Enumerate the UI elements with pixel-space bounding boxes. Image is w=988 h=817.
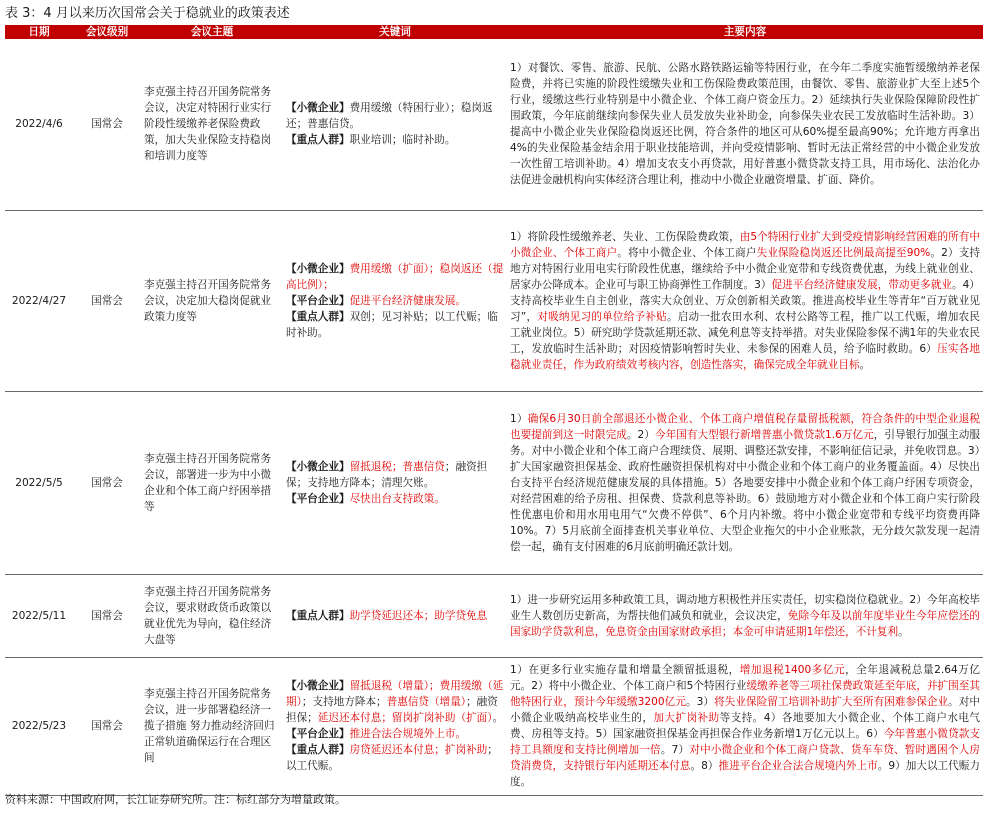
keywords-cell <box>283 210 507 391</box>
content-text: 1） <box>510 412 528 425</box>
content-highlight-text: 增加退税1400多亿元 <box>739 664 846 676</box>
keyword-category-label: 【小微企业】 <box>286 262 350 275</box>
keyword-line <box>286 491 504 507</box>
content-highlight-text: 今年国有大型银行新增普惠小微贷款1.6万亿元 <box>654 428 874 441</box>
content-text: 。4）支持高校毕业生自主创业，落实大众创业、万众创新相关政策。推进高校毕业生等青年“百万就业见习”， <box>510 278 980 323</box>
main-content-cell <box>507 657 983 795</box>
keyword-text: 促进平台经济健康发展。 <box>349 294 467 307</box>
keyword-line <box>286 726 504 742</box>
keyword-category-label: 【小微企业】 <box>286 680 350 692</box>
keyword-category-label: 【重点人群】 <box>286 134 350 147</box>
content-highlight-text: 对吸纳见习的单位给予补贴 <box>537 310 667 323</box>
keyword-line <box>286 261 504 293</box>
content-highlight-text: 压实各地稳就业责任，作为政府绩效考核内容，创造性落实，确保完成全年就业目标 <box>510 342 980 371</box>
content-highlight-text: 将失业保险留工培训补助扩大至所有困难参保企业 <box>714 696 949 708</box>
keyword-line <box>286 678 504 726</box>
content-text: 。启动一批农田水利、农村公路等工程，推广以工代赈，增加农民工就业岗位。5）研究助学贷款延期还款、减免利息等支持举措。对失业保险参保不满1年的失业农民工，发放临时生活补助；对因疫情影响暂时失业、未参保的困难人员，给予临时救助。6） <box>510 310 981 355</box>
keyword-line <box>286 309 504 341</box>
table-row <box>5 39 983 210</box>
date-cell: 2022/4/6 <box>5 39 73 210</box>
meeting-topic-cell: 李克强主持召开国务院常务会议，进一步部署稳经济一揽子措施 努力推动经济回归正常轨道确保运行在合理区间 <box>141 657 283 795</box>
meeting-topic-cell: 李克强主持召开国务院常务会议，部署进一步为中小微企业和个体工商户纾困举措等 <box>141 391 283 574</box>
table-row <box>5 657 983 795</box>
meeting-level-cell: 国常会 <box>73 391 141 574</box>
keyword-text: 费用缓缴（特困行业）；稳岗返还；普惠信贷。 <box>286 102 493 131</box>
table-row <box>5 210 983 391</box>
content-text: 。7） <box>660 744 690 756</box>
content-text: 。 <box>859 358 871 371</box>
meeting-level-cell: 国常会 <box>73 574 141 657</box>
header-meeting-topic: 会议主题 <box>141 25 283 39</box>
content-text: 。3） <box>685 696 715 708</box>
keyword-category-label: 【重点人群】 <box>286 310 350 323</box>
content-text: 。2）支持地方对特困行业用电实行阶段性优惠，继续给予中小微企业宽带和专线资费优惠，为线上就业创业、居家办公降成本。企业可与职工协商弹性工作制度。3） <box>510 246 981 291</box>
keyword-category-label: 【平台企业】 <box>286 728 350 740</box>
header-meeting-level: 会议级别 <box>73 25 141 39</box>
meeting-level-cell: 国常会 <box>73 657 141 795</box>
content-highlight-text: 免除今年及以前年度毕业生今年应偿还的国家助学贷款利息，免息资金由国家财政承担；本金可申请延期1年偿还，不计复利 <box>510 609 980 638</box>
keyword-text: 延迟还本付息；留岗扩岗补助（扩面） <box>317 712 493 724</box>
keyword-category-label: 【平台企业】 <box>286 294 350 307</box>
meeting-level-cell: 国常会 <box>73 39 141 210</box>
content-highlight-text: 确保6月30日前全部退还小微企业、个体工商户增值税存量留抵税额，符合条件的中型企业退税也要提前到这一时限完成 <box>510 412 980 441</box>
main-content-cell <box>507 574 983 657</box>
content-text: 。对中小微企业吸纳高校毕业生的， <box>510 696 980 724</box>
header-main-content: 主要内容 <box>507 25 983 39</box>
keyword-category-label: 【平台企业】 <box>286 492 350 505</box>
table-header-row <box>5 25 983 39</box>
meeting-topic-cell: 李克强主持召开国务院常务会议，决定加大稳岗促就业政策力度等 <box>141 210 283 391</box>
keyword-text: 双创；见习补贴；以工代赈；临时补助。 <box>286 310 498 339</box>
content-text: 等支持。4）各地要加大小微企业、个体工商户水电气费、房租等支持。5）国家融资担保基金再担保合作业务新增1万亿元以上。6） <box>510 712 981 740</box>
content-text: 1）在更多行业实施存量和增量全额留抵退税， <box>510 664 740 676</box>
keyword-text: 职业培训；临时补助。 <box>349 134 456 147</box>
table-body <box>5 39 983 795</box>
main-content-cell <box>507 391 983 574</box>
keyword-line <box>286 608 504 624</box>
content-text: 。 <box>898 625 909 638</box>
date-cell: 2022/5/23 <box>5 657 73 795</box>
content-text: 1）对餐饮、零售、旅游、民航、公路水路铁路运输等特困行业，在今年二季度实施暂缓缴纳养老保险费，并将已实施的阶段性缓缴失业和工伤保险费政策范围，由餐饮、零售、旅游业扩大至上述5个行业，缓缴这些行业特别是中小微企业、个体工商户资金压力。2）延续执行失业保险保障阶段性扩围政策，今年底前继续向参保失业人员发放失业补助金，向参保失业农民工发放临时生活补助。3）提高中小微企业失业保险稳岗返还比例，符合条件的地区可从60%提至最高90%；允许地方再拿出4%的失业保险基金结余用于职业技能培训，并向受疫情影响、暂时无法正常经营的中小微企业发放一次性留工培训补助。4）增加支农支小再贷款，用好普惠小微贷款支持工具，用市场化、法治化办法促进金融机构向实体经济合理让利，推动中小微企业融资增量、扩面、降价。 <box>510 62 980 187</box>
keyword-text: 留抵退税（增量）；费用缓缴（延期） <box>286 680 504 708</box>
content-text: 。8） <box>690 760 719 772</box>
date-cell: 2022/5/11 <box>5 574 73 657</box>
keyword-text: ；融资担保； <box>286 696 498 724</box>
keyword-category-label: 【小微企业】 <box>286 460 350 473</box>
content-text: 1）进一步研究运用多种政策工具，调动地方积极性并压实责任，切实稳岗位稳就业。2）今年高校毕业生人数创历史新高，为帮扶他们减负和就业，会议决定， <box>510 593 980 622</box>
keywords-cell <box>283 574 507 657</box>
content-text: 。2） <box>626 428 655 441</box>
keyword-text: 推进合法合规境外上市。 <box>349 728 467 740</box>
content-highlight-text: 加大扩岗补助 <box>653 712 720 724</box>
header-date: 日期 <box>5 25 73 39</box>
keyword-text: 房贷延迟还本付息；扩岗补助 <box>349 744 488 756</box>
content-text: 。9）加大以工代赈力度。 <box>510 760 981 788</box>
keyword-text: 尽快出台支持政策。 <box>349 492 445 505</box>
content-highlight-text: 失业保险稳岗返还比例最高提至90% <box>756 246 931 259</box>
keyword-line <box>286 459 504 491</box>
table-title: 表 3：4 月以来历次国常会关于稳就业的政策表述 <box>5 6 290 21</box>
main-content-cell <box>507 39 983 210</box>
keywords-cell <box>283 39 507 210</box>
keyword-line <box>286 293 504 309</box>
keyword-category-label: 【小微企业】 <box>286 102 350 115</box>
keyword-text: ；融资担保；支持地方降本；清理欠账。 <box>286 460 488 489</box>
main-content-cell <box>507 210 983 391</box>
source-note: 资料来源：中国政府网，长江证券研究所。注：标红部分为增量政策。 <box>5 793 346 806</box>
keywords-cell <box>283 391 507 574</box>
header-keywords: 关键词 <box>283 25 507 39</box>
content-text: ，全年退减税总量2.64万亿元。2）将中小微企业、个体工商户和5个特困行业 <box>510 664 980 692</box>
keyword-text: 普惠信贷（增量） <box>386 696 467 708</box>
content-highlight-text: 今年普惠小微贷款支持工具额度和支持比例增加一倍 <box>510 728 981 756</box>
keywords-cell <box>283 657 507 795</box>
table-row <box>5 391 983 574</box>
keyword-category-label: 【重点人群】 <box>286 609 350 622</box>
keyword-text: 留抵退税；普惠信贷 <box>349 460 445 473</box>
keyword-text: ；以工代赈。 <box>286 744 498 772</box>
date-cell: 2022/4/27 <box>5 210 73 391</box>
keyword-line <box>286 100 504 132</box>
content-text: 1）将阶段性缓缴养老、失业、工伤保险费政策， <box>510 230 740 243</box>
table-row <box>5 574 983 657</box>
content-highlight-text: 由5个特困行业扩大到受疫情影响经营困难的所有中小微企业、个体工商户 <box>510 230 980 259</box>
meeting-topic-cell: 李克强主持召开国务院常务会议，决定对特困行业实行阶段性缓缴养老保险费政策，加大失业保险支持稳岗和培训力度等 <box>141 39 283 210</box>
meeting-level-cell: 国常会 <box>73 210 141 391</box>
keyword-text: 费用缓缴（扩面）；稳岗返还（提高比例）； <box>286 262 504 291</box>
keyword-category-label: 【重点人群】 <box>286 744 350 756</box>
meeting-topic-cell: 李克强主持召开国务院常务会议，要求财政货币政策以就业优先为导向，稳住经济大盘等 <box>141 574 283 657</box>
content-highlight-text: 缓缴养老等三项社保费政策延至年底，并扩围至其他特困行业，预计今年缓缴3200亿元 <box>510 680 980 708</box>
content-highlight-text: 促进平台经济健康发展，带动更多就业 <box>771 278 953 291</box>
content-text: ，引导银行加强主动服务。对中小微企业和个体工商户合理续贷、展期、调整还款安排，不影响征信记录，并免收罚息。3）扩大国家融资担保基金、政府性融资担保机构对中小微企业和个体工商户的业务覆盖面。4）尽快出台支持平台经济规范健康发展的具体措施。5）各地要安排中小微企业和个体工商户纾困专项资金，对经营困难的给予房租、担保费、贷款利息等补助。6）鼓励地方对小微企业和个体工商户实行阶段性优惠电价和用水用电用气“欠费不停供”、6个月内补缴。将中小微企业宽带和专线平均资费再降10%。7）5月底前全面排查机关事业单位、大型企业拖欠的中小企业账款，无分歧欠款发现一起清偿一起，确有支付困难的6月底前明确还款计划。 <box>510 428 980 553</box>
keyword-text: 助学贷延迟还本；助学贷免息 <box>349 609 488 622</box>
date-cell: 2022/5/5 <box>5 391 73 574</box>
content-highlight-text: 推进平台企业合法合规境内外上市 <box>718 760 878 772</box>
keyword-text: 。 <box>492 712 504 724</box>
content-text: 。将中小微企业、个体工商户 <box>617 246 757 259</box>
keyword-text: ；支持地方降本； <box>301 696 387 708</box>
keyword-line <box>286 132 504 148</box>
content-highlight-text: 对中小微企业和个体工商户贷款、货车车贷、暂时遇困个人房贷消费贷，支持银行年内延期还本付息 <box>510 744 980 772</box>
keyword-line <box>286 742 504 774</box>
policy-table <box>5 25 983 796</box>
